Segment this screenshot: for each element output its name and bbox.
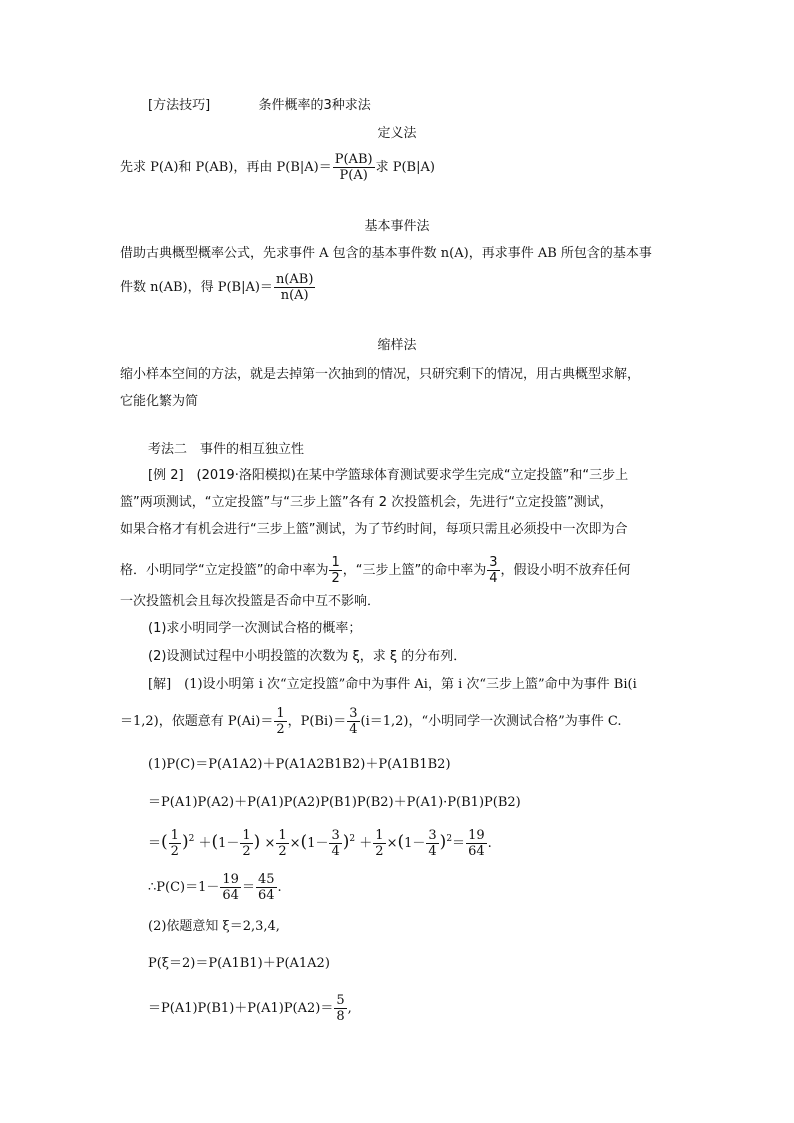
equation-1: (1)P(C)＝P(A1A2)＋P(A1A2B1B2)＋P(A1B1B2) — [148, 757, 451, 772]
reduction-line2: 它能化繁为简 — [120, 394, 199, 409]
fraction-one-half-b: $\frac{1}{2}$ — [276, 706, 285, 737]
result-45-64: $\frac{45}{64}$ — [257, 872, 275, 903]
fraction-three-quarters-b: $\frac{3}{4}$ — [349, 706, 358, 737]
equation-3: ＝( $\frac{1}{2}$ )$^2$ ＋(1－ $\frac{1}{2}$ ) × $\frac{1}{2}$ ×(1－ $\frac{3}{4}$ )$^2$ ＋ $\frac{1}{2}$ ×(1－ $\frac{3}{4}$ )$^2$＝ $\frac{19}{64}$ . — [148, 828, 492, 859]
method-box-header — [148, 97, 371, 115]
example-line2: 篮”两项测试，“立定投篮”与“三步上篮”各有 2 次投篮机会，先进行“立定投篮”测试， — [120, 495, 613, 510]
section-title: 考法二 事件的相互独立性 — [148, 442, 305, 457]
example-line4: 格．小明同学“立定投篮”的命中率为 $\frac{1}{2}$ ，“三步上篮”的命中率为 $\frac{3}{4}$ ，假设小明不放弃任何 — [120, 555, 631, 586]
fraction-pab-pa: $\frac{P(AB)}{P(A)}$ — [334, 152, 373, 183]
result-5-8: $\frac{5}{8}$ — [336, 993, 345, 1024]
equation-4: ∴P(C)＝1－ $\frac{19}{64}$ ＝ $\frac{45}{64}$ . — [148, 872, 282, 903]
definition-title: 定义法 — [377, 126, 417, 141]
basic-event-line1: 借助古典概型概率公式，先求事件 A 包含的基本事件数 n(A)，再求事件 AB 所包含的基本事 — [120, 246, 652, 261]
solution-line2: ＝1,2)，依题意有 P(Ai)＝ $\frac{1}{2}$ ，P(Bi)＝ $\frac{3}{4}$ (i＝1,2)，“小明同学一次测试合格”为事件 C. — [120, 706, 622, 737]
question-2: (2)设测试过程中小明投篮的次数为 ξ，求 ξ 的分布列． — [148, 649, 467, 664]
basic-event-title: 基本事件法 — [364, 219, 430, 234]
method-title: 条件概率的3种求法 — [258, 98, 371, 113]
question-1: (1)求小明同学一次测试合格的概率； — [148, 621, 362, 636]
definition-text: 先求 P(A)和 P(AB)，再由 P(B|A)＝ $\frac{P(AB)}{P(A)}$ 求 P(B|A) — [120, 152, 435, 183]
fraction-nab-na: $\frac{n(AB)}{n(A)}$ — [275, 272, 314, 303]
example-line5: 一次投篮机会且每次投篮是否命中互不影响． — [120, 594, 381, 609]
equation-6: ＝P(A1)P(B1)＋P(A1)P(A2)＝ $\frac{5}{8}$ , — [148, 993, 352, 1024]
equation-2: ＝P(A1)P(A2)＋P(A1)P(A2)P(B1)P(B2)＋P(A1)·P(B1)P(B2) — [148, 795, 521, 810]
part-2-intro: (2)依题意知 ξ＝2,3,4, — [148, 919, 280, 934]
reduction-title: 缩样法 — [377, 338, 417, 353]
basic-event-line2: 件数 n(AB)，得 P(B|A)＝ $\frac{n(AB)}{n(A)}$ — [120, 272, 314, 303]
reduction-line1: 缩小样本空间的方法，就是去掉第一次抽到的情况，只研究剩下的情况，用古典概型求解， — [120, 367, 641, 382]
solution-line1: [解] (1)设小明第 i 次“立定投篮”命中为事件 Ai，第 i 次“三步上篮”命中为事件 Bi(i — [148, 677, 637, 692]
example-line3: 如果合格才有机会进行“三步上篮”测试，为了节约时间，每项只需且必须投中一次即为合 — [120, 522, 628, 537]
fraction-three-quarters: $\frac{3}{4}$ — [489, 555, 498, 586]
result-19-64: $\frac{19}{64}$ — [468, 828, 485, 859]
equation-5: P(ξ＝2)＝P(A1B1)＋P(A1A2) — [148, 956, 330, 971]
method-label: [方法技巧] — [148, 98, 211, 113]
fraction-one-half: $\frac{1}{2}$ — [331, 555, 340, 586]
example-line1: [例 2] (2019·洛阳模拟)在某中学篮球体育测试要求学生完成“立定投篮”和“三步上 — [148, 468, 629, 483]
